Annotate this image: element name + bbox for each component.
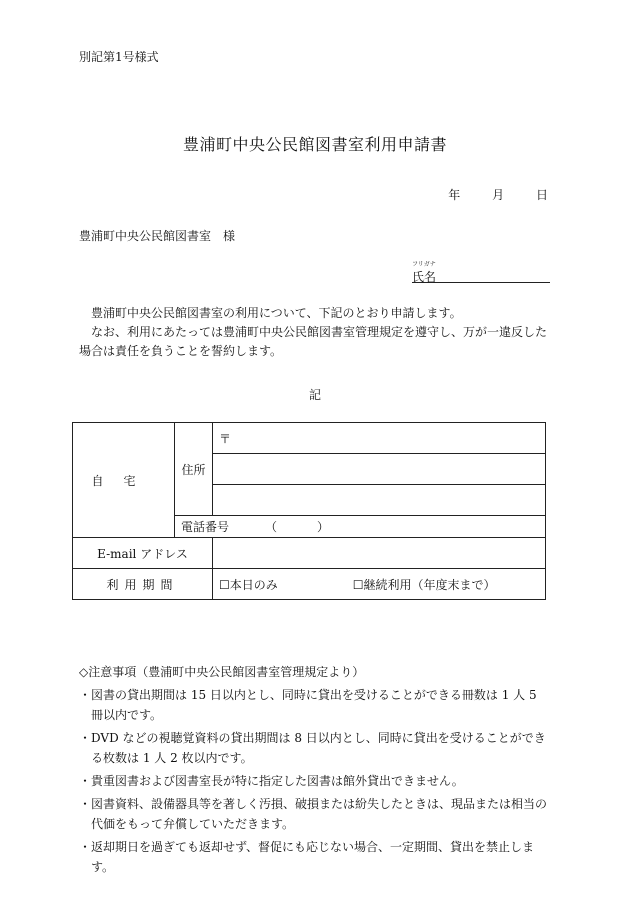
address-line-1[interactable] [213, 423, 546, 454]
address-line-2[interactable] [213, 454, 546, 485]
notes-list [79, 685, 551, 880]
period-label: 利用期間 [73, 569, 213, 600]
phone-label: 電話番号 [181, 520, 230, 534]
name-furigana: フリガナ [412, 261, 436, 268]
ki-heading: 記 [308, 388, 321, 402]
application-table [72, 422, 546, 600]
paragraph-request: 豊浦町中央公民館図書室の利用について、下記のとおり申請します。 [91, 306, 462, 320]
note-item: ・ 図書資料、設備器具等を著しく汚損、破損または紛失したときは、現品または相当の代価をもって弁償していただきます。 [79, 794, 551, 834]
paragraph-pledge: なお、利用にあたっては豊浦町中央公民館図書室管理規定を遵守し、万が一違反した場合は責任を負うことを誓約します。 [79, 325, 548, 358]
form-number: 別記第1号様式 [79, 50, 159, 64]
note-item: ・ 図書の貸出期間は 15 日以内とし、同時に貸出を受けることができる冊数は 1 人 5 冊以内です。 [79, 685, 551, 725]
note-item: ・ DVD などの視聴覚資料の貸出期間は 8 日以内とし、同時に貸出を受けることができる枚数は 1 人 2 枚以内です。 [79, 728, 551, 768]
name-field[interactable] [412, 261, 550, 283]
name-label: 氏名 [412, 270, 437, 284]
email-label: E-mail アドレス [73, 538, 213, 569]
date-year: 年 [448, 188, 461, 202]
period-options [213, 569, 546, 600]
phone-field[interactable] [175, 516, 546, 538]
note-item: ・ 貴重図書および図書室長が特に指定した図書は館外貸出できません。 [79, 771, 551, 791]
postal-mark: 〒 [219, 431, 232, 446]
page-title: 豊浦町中央公民館図書室利用申請書 [182, 135, 447, 154]
option-today-checkbox[interactable]: ☐本日のみ [219, 577, 278, 592]
address-line-3[interactable] [213, 485, 546, 516]
address-label: 住所 [175, 423, 213, 516]
date-day: 日 [535, 188, 548, 202]
notes-heading: ◇注意事項（豊浦町中央公民館図書室管理規定より） [79, 665, 365, 679]
note-item: ・ 返却期日を過ぎても返却せず、督促にも応じない場合、一定期間、貸出を禁止します。 [79, 837, 551, 877]
email-field[interactable] [213, 538, 546, 569]
addressee: 豊浦町中央公民館図書室 様 [79, 229, 236, 243]
option-continuous-checkbox[interactable]: ☐継続利用（年度末まで） [352, 577, 496, 592]
home-label: 自宅 [73, 423, 175, 538]
phone-paren-open: （ [265, 520, 278, 534]
date-month: 月 [492, 188, 505, 202]
date-line [420, 186, 548, 203]
phone-paren-close: ） [317, 520, 330, 534]
